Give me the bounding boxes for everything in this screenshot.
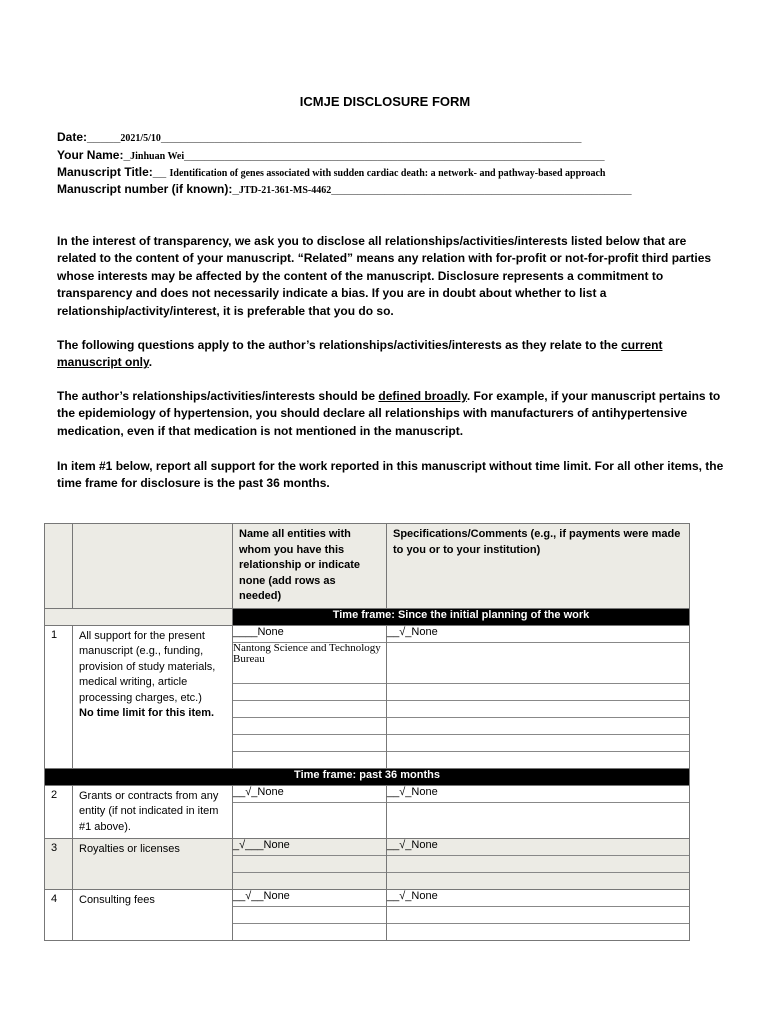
intro-paragraph: In the interest of transparency, we ask you to disclose all relationships/activities/interests listed below that are related to the content of your manuscript. “Related” means any relation with for-profit or not-for-profit third parties whose interests may be affected by the content of the manuscript. Disclosure represents a commitment to transparency and does not necessarily indicate a bias. If you are in doubt about whether to list a relationship/activity/interest, it is preferable that you do so. bbox=[57, 234, 712, 318]
spec-entry[interactable] bbox=[387, 734, 689, 751]
entity-entry[interactable] bbox=[233, 683, 386, 700]
table-row: 1 All support for the present manuscript (e.g., funding, provision of study materials, medical writing, article processing charges, etc.) No time limit for this item. ____None Nantong Science and Technology Bureau __√_None bbox=[45, 625, 690, 768]
spec-entry[interactable] bbox=[387, 924, 689, 941]
entity-entry[interactable]: _√___None bbox=[233, 839, 386, 856]
entity-entry[interactable]: __√_None bbox=[233, 786, 386, 803]
entity-entry[interactable] bbox=[233, 717, 386, 734]
broad-definition-paragraph: The author’s relationships/activities/interests should be defined broadly. For example, if your manuscript pertains to the epidemiology of hypertension, you should declare all relationships with manufacturers of antihypertensive medication, even if that medication is not mentioned in the manuscript. bbox=[57, 389, 721, 438]
spec-entry[interactable] bbox=[387, 802, 689, 833]
manuscript-title-value: Identification of genes associated with sudden cardiac death: a network- and pathway-based approach bbox=[169, 168, 606, 179]
table-row: 4 Consulting fees __√__None __√_None bbox=[45, 890, 690, 941]
spec-entry[interactable] bbox=[387, 700, 689, 717]
manuscript-number-field: Manuscript number (if known):_JTD-21-361-MS-4462_____________________________________________ bbox=[57, 182, 632, 196]
table-row: 2 Grants or contracts from any entity (if not indicated in item #1 above). __√_None __√_None bbox=[45, 785, 690, 839]
spec-entry[interactable] bbox=[387, 751, 689, 768]
spec-entry[interactable] bbox=[387, 856, 689, 873]
date-field: Date:_____2021/5/10_______________________________________________________________ bbox=[57, 130, 582, 144]
spec-entry[interactable]: __√_None bbox=[387, 890, 689, 907]
manuscript-title-field: Manuscript Title:__ Identification of genes associated with sudden cardiac death: a network- and pathway-based approach bbox=[57, 165, 606, 179]
spec-entry[interactable]: __√_None bbox=[387, 626, 689, 643]
spec-entry[interactable] bbox=[387, 873, 689, 890]
specifications-column-header: Specifications/Comments (e.g., if payments were made to you or to your institution) bbox=[387, 524, 690, 609]
table-header-row bbox=[45, 524, 690, 609]
entity-entry[interactable] bbox=[233, 856, 386, 873]
time-frame-band-1: Time frame: Since the initial planning of the work bbox=[45, 608, 690, 625]
spec-entry[interactable]: __√_None bbox=[387, 786, 689, 803]
date-value: 2021/5/10 bbox=[120, 133, 161, 144]
item-description: Consulting fees bbox=[73, 890, 233, 941]
entity-entry[interactable]: __√__None bbox=[233, 890, 386, 907]
time-frame-paragraph: In item #1 below, report all support for the work reported in this manuscript without time limit. For all other items, the time frame for disclosure is the past 36 months. bbox=[57, 459, 724, 491]
entity-entry[interactable] bbox=[233, 751, 386, 768]
entity-entry[interactable] bbox=[233, 802, 386, 833]
scope-paragraph: The following questions apply to the author’s relationships/activities/interests as they relate to the current manuscript only. bbox=[57, 338, 663, 370]
entity-entry[interactable] bbox=[233, 907, 386, 924]
entity-entry[interactable] bbox=[233, 734, 386, 751]
entity-entry[interactable] bbox=[233, 700, 386, 717]
table-row: 3 Royalties or licenses _√___None __√_None bbox=[45, 839, 690, 890]
name-field: Your Name:_Jinhuan Wei_______________________________________________________________ bbox=[57, 148, 605, 162]
item-description: All support for the present manuscript (e.g., funding, provision of study materials, medical writing, article processing charges, etc.) No time limit for this item. bbox=[73, 625, 233, 768]
spec-entry[interactable] bbox=[387, 683, 689, 700]
spec-entry[interactable] bbox=[387, 907, 689, 924]
manuscript-number-value: JTD-21-361-MS-4462 bbox=[239, 185, 332, 196]
spec-entry[interactable] bbox=[387, 717, 689, 734]
item-description: Royalties or licenses bbox=[73, 839, 233, 890]
disclosure-table bbox=[44, 523, 690, 941]
entity-entry[interactable]: ____None bbox=[233, 626, 386, 643]
item-description: Grants or contracts from any entity (if not indicated in item #1 above). bbox=[73, 785, 233, 839]
form-title: ICMJE DISCLOSURE FORM bbox=[299, 94, 471, 109]
entity-entry[interactable] bbox=[233, 873, 386, 890]
spec-entry[interactable]: __√_None bbox=[387, 839, 689, 856]
entity-entry[interactable]: Nantong Science and Technology Bureau bbox=[233, 642, 386, 683]
entity-entry[interactable] bbox=[233, 924, 386, 941]
time-frame-band-2: Time frame: past 36 months bbox=[45, 768, 690, 785]
entities-column-header: Name all entities with whom you have this relationship or indicate none (add rows as needed) bbox=[233, 524, 387, 609]
spec-entry[interactable] bbox=[387, 642, 689, 683]
name-value: Jinhuan Wei bbox=[130, 151, 185, 162]
